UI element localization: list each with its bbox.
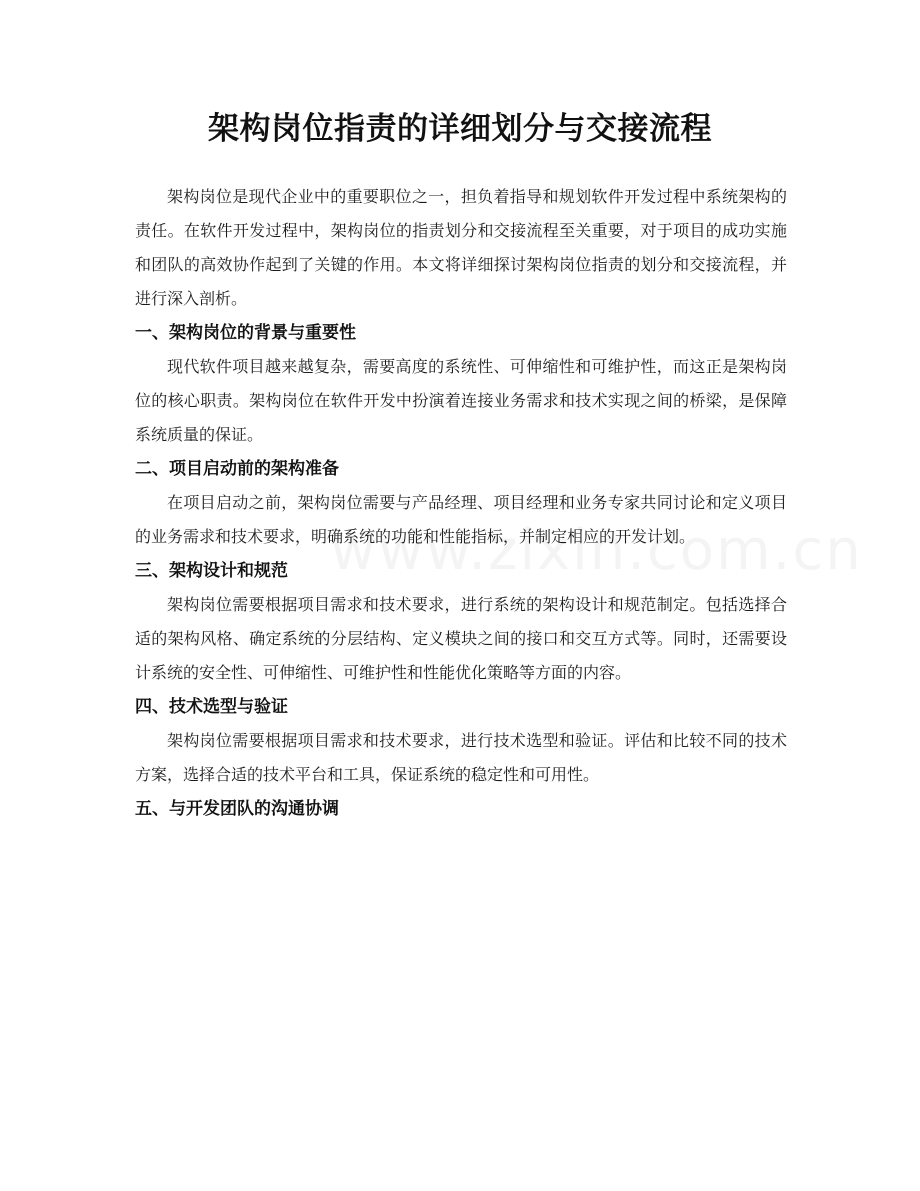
section-3-paragraph: 架构岗位需要根据项目需求和技术要求，进行系统的架构设计和规范制定。包括选择合适的架构风格、确定系统的分层结构、定义模块之间的接口和交互方式等。同时，还需要设计系统的安全性、可伸缩性、可维护性和性能优化策略等方面的内容。 [135,595,787,682]
section-4-heading: 四、技术选型与验证 [135,697,288,717]
section-1-heading: 一、架构岗位的背景与重要性 [135,323,356,343]
section-3-heading: 三、架构设计和规范 [135,561,288,581]
intro-paragraph: 架构岗位是现代企业中的重要职位之一，担负着指导和规划软件开发过程中系统架构的责任。在软件开发过程中，架构岗位的指责划分和交接流程至关重要，对于项目的成功实施和团队的高效协作起到了关键的作用。本文将详细探讨架构岗位指责的划分和交接流程，并进行深入剖析。 [135,187,787,308]
section-4-paragraph: 架构岗位需要根据项目需求和技术要求，进行技术选型和验证。评估和比较不同的技术方案，选择合适的技术平台和工具，保证系统的稳定性和可用性。 [135,731,787,784]
document-title: 架构岗位指责的详细划分与交接流程 [208,111,712,147]
section-1-paragraph: 现代软件项目越来越复杂，需要高度的系统性、可伸缩性和可维护性，而这正是架构岗位的核心职责。架构岗位在软件开发中扮演着连接业务需求和技术实现之间的桥梁，是保障系统质量的保证。 [135,357,787,444]
section-2-heading: 二、项目启动前的架构准备 [135,459,339,479]
section-2-paragraph: 在项目启动之前，架构岗位需要与产品经理、项目经理和业务专家共同讨论和定义项目的业务需求和技术要求，明确系统的功能和性能指标，并制定相应的开发计划。 [135,493,787,546]
document-body [135,180,787,826]
section-5-heading: 五、与开发团队的沟通协调 [135,799,339,819]
